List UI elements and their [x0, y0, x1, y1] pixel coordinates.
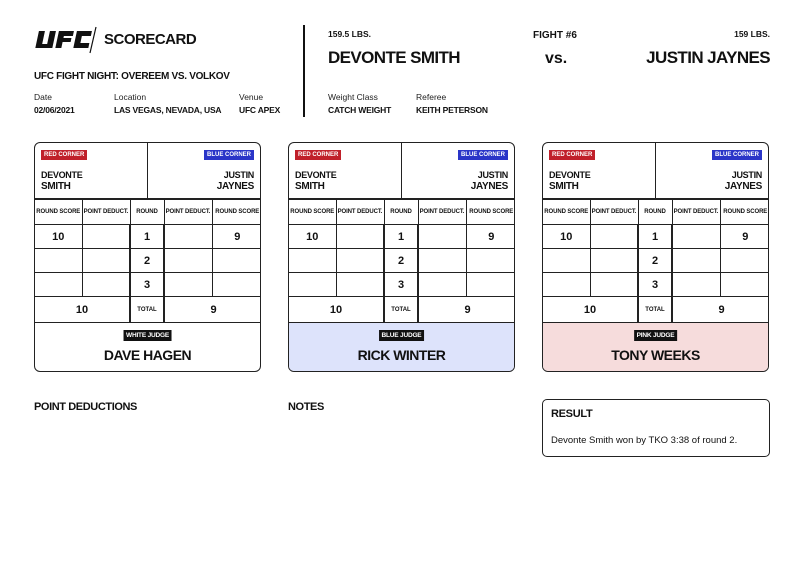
location-value: LAS VEGAS, NEVADA, USA — [114, 105, 222, 115]
blue-corner-fighter — [217, 169, 254, 193]
red-fighter-weight: 159.5 LBS. — [328, 29, 371, 39]
header-blue-round-score: ROUND SCORE — [466, 200, 515, 225]
header-round: ROUND — [638, 200, 672, 225]
blue-corner-fighter — [725, 169, 762, 193]
red-point-deduct — [336, 273, 384, 297]
scorecard-fighters — [35, 143, 260, 199]
blue-fighter-weight: 159 LBS. — [734, 29, 770, 39]
blue-point-deduct — [418, 249, 466, 273]
round-number: 2 — [130, 249, 164, 273]
date-label: Date — [34, 92, 52, 102]
header-blue-point-deduct: POINT DEDUCT. — [164, 200, 212, 225]
blue-first-name: JUSTIN — [223, 170, 254, 180]
venue-label: Venue — [239, 92, 264, 102]
blue-point-deduct — [418, 273, 466, 297]
round-row — [543, 225, 769, 249]
round-number: 2 — [384, 249, 418, 273]
fight-number: FIGHT #6 — [533, 30, 577, 41]
red-point-deduct — [336, 249, 384, 273]
round-row — [543, 249, 769, 273]
blue-total: 9 — [672, 297, 769, 323]
header-red-point-deduct: POINT DEDUCT. — [336, 200, 384, 225]
red-point-deduct — [82, 273, 130, 297]
score-table — [289, 199, 515, 323]
corner-divider — [401, 143, 402, 199]
red-corner-fighter — [41, 169, 82, 193]
blue-first-name: JUSTIN — [731, 170, 762, 180]
total-label: TOTAL — [638, 297, 672, 323]
scorecard-fighters — [289, 143, 514, 199]
round-number: 2 — [638, 249, 672, 273]
judge-scorecard — [34, 142, 261, 372]
notes-label: NOTES — [288, 401, 324, 413]
score-table — [543, 199, 769, 323]
round-number: 1 — [384, 225, 418, 249]
blue-point-deduct — [164, 273, 212, 297]
location-label: Location — [114, 92, 147, 102]
score-table — [35, 199, 261, 323]
red-last-name: SMITH — [295, 181, 325, 192]
header-blue-point-deduct: POINT DEDUCT. — [418, 200, 466, 225]
blue-last-name: JAYNES — [724, 181, 762, 192]
judge-badge: WHITE JUDGE — [123, 330, 172, 341]
header-red-round-score: ROUND SCORE — [543, 200, 590, 225]
corner-divider — [655, 143, 656, 199]
blue-point-deduct — [418, 225, 466, 249]
round-row — [289, 225, 515, 249]
total-label: TOTAL — [384, 297, 418, 323]
round-number: 3 — [130, 273, 164, 297]
round-row — [289, 273, 515, 297]
venue-value: UFC APEX — [239, 105, 281, 115]
versus-label: vs. — [545, 50, 568, 67]
blue-corner-badge: BLUE CORNER — [204, 150, 254, 160]
red-point-deduct — [590, 273, 638, 297]
judge-badge: PINK JUDGE — [634, 330, 678, 341]
red-round-score — [543, 249, 590, 273]
red-corner-fighter — [549, 169, 590, 193]
judge-area — [543, 323, 768, 372]
red-round-score: 10 — [543, 225, 590, 249]
blue-round-score — [466, 249, 515, 273]
judge-name: TONY WEEKS — [611, 347, 700, 363]
blue-point-deduct — [672, 249, 720, 273]
score-table-header — [543, 200, 769, 225]
blue-round-score — [720, 249, 769, 273]
red-point-deduct — [590, 249, 638, 273]
round-row — [35, 249, 261, 273]
blue-corner-fighter — [471, 169, 508, 193]
blue-total: 9 — [164, 297, 261, 323]
red-fighter-name: DEVONTE SMITH — [328, 48, 460, 67]
header-divider — [303, 25, 305, 117]
blue-round-score — [212, 249, 261, 273]
red-round-score — [289, 273, 336, 297]
referee-value: KEITH PETERSON — [416, 105, 488, 115]
red-round-score: 10 — [35, 225, 82, 249]
blue-round-score: 9 — [212, 225, 261, 249]
header-blue-point-deduct: POINT DEDUCT. — [672, 200, 720, 225]
header-blue-round-score: ROUND SCORE — [720, 200, 769, 225]
ufc-logo — [34, 26, 98, 54]
blue-point-deduct — [164, 225, 212, 249]
date-value: 02/06/2021 — [34, 105, 75, 115]
result-label: RESULT — [551, 408, 593, 420]
red-round-score: 10 — [289, 225, 336, 249]
weight-class-value: CATCH WEIGHT — [328, 105, 392, 115]
red-corner-badge: RED CORNER — [41, 150, 87, 160]
blue-corner-badge: BLUE CORNER — [712, 150, 762, 160]
result-box — [542, 399, 770, 457]
header-round: ROUND — [384, 200, 418, 225]
header-red-point-deduct: POINT DEDUCT. — [590, 200, 638, 225]
judge-scorecard — [542, 142, 769, 372]
scorecard-fighters — [543, 143, 768, 199]
red-total: 10 — [543, 297, 638, 323]
blue-last-name: JAYNES — [216, 181, 254, 192]
red-point-deduct — [590, 225, 638, 249]
blue-round-score — [212, 273, 261, 297]
blue-fighter-name: JUSTIN JAYNES — [646, 48, 770, 67]
red-first-name: DEVONTE — [549, 170, 591, 180]
blue-round-score: 9 — [720, 225, 769, 249]
blue-round-score — [720, 273, 769, 297]
header-round: ROUND — [130, 200, 164, 225]
total-row — [35, 297, 261, 323]
red-round-score — [543, 273, 590, 297]
total-row — [543, 297, 769, 323]
ufc-logo-icon — [34, 26, 98, 54]
red-corner-badge: RED CORNER — [549, 150, 595, 160]
header-blue-round-score: ROUND SCORE — [212, 200, 261, 225]
blue-round-score — [466, 273, 515, 297]
round-number: 1 — [638, 225, 672, 249]
round-number: 3 — [638, 273, 672, 297]
red-round-score — [35, 273, 82, 297]
blue-last-name: JAYNES — [470, 181, 508, 192]
red-total: 10 — [35, 297, 130, 323]
corner-divider — [147, 143, 148, 199]
score-table-header — [289, 200, 515, 225]
event-title: UFC FIGHT NIGHT: OVEREEM VS. VOLKOV — [34, 71, 230, 82]
header-red-round-score: ROUND SCORE — [35, 200, 82, 225]
judge-badge: BLUE JUDGE — [379, 330, 425, 341]
blue-point-deduct — [672, 225, 720, 249]
scorecard-title: SCORECARD — [104, 31, 197, 48]
total-label: TOTAL — [130, 297, 164, 323]
red-total: 10 — [289, 297, 384, 323]
score-table-header — [35, 200, 261, 225]
red-last-name: SMITH — [549, 181, 579, 192]
red-corner-fighter — [295, 169, 336, 193]
round-number: 3 — [384, 273, 418, 297]
blue-total: 9 — [418, 297, 515, 323]
blue-point-deduct — [164, 249, 212, 273]
round-row — [35, 225, 261, 249]
round-row — [289, 249, 515, 273]
header-red-round-score: ROUND SCORE — [289, 200, 336, 225]
referee-label: Referee — [416, 92, 447, 102]
red-first-name: DEVONTE — [295, 170, 337, 180]
point-deductions-label: POINT DEDUCTIONS — [34, 401, 137, 413]
result-text: Devonte Smith won by TKO 3:38 of round 2. — [551, 435, 738, 446]
red-point-deduct — [82, 249, 130, 273]
judge-area — [35, 323, 260, 372]
blue-point-deduct — [672, 273, 720, 297]
red-first-name: DEVONTE — [41, 170, 83, 180]
blue-round-score: 9 — [466, 225, 515, 249]
blue-first-name: JUSTIN — [477, 170, 508, 180]
total-row — [289, 297, 515, 323]
red-corner-badge: RED CORNER — [295, 150, 341, 160]
weight-class-label: Weight Class — [328, 92, 378, 102]
round-row — [35, 273, 261, 297]
red-point-deduct — [336, 225, 384, 249]
round-row — [543, 273, 769, 297]
red-round-score — [35, 249, 82, 273]
judge-name: DAVE HAGEN — [103, 347, 192, 363]
round-number: 1 — [130, 225, 164, 249]
red-point-deduct — [82, 225, 130, 249]
judge-name: RICK WINTER — [357, 347, 446, 363]
red-round-score — [289, 249, 336, 273]
judge-scorecard — [288, 142, 515, 372]
blue-corner-badge: BLUE CORNER — [458, 150, 508, 160]
red-last-name: SMITH — [41, 181, 71, 192]
judge-area — [289, 323, 514, 372]
header-red-point-deduct: POINT DEDUCT. — [82, 200, 130, 225]
